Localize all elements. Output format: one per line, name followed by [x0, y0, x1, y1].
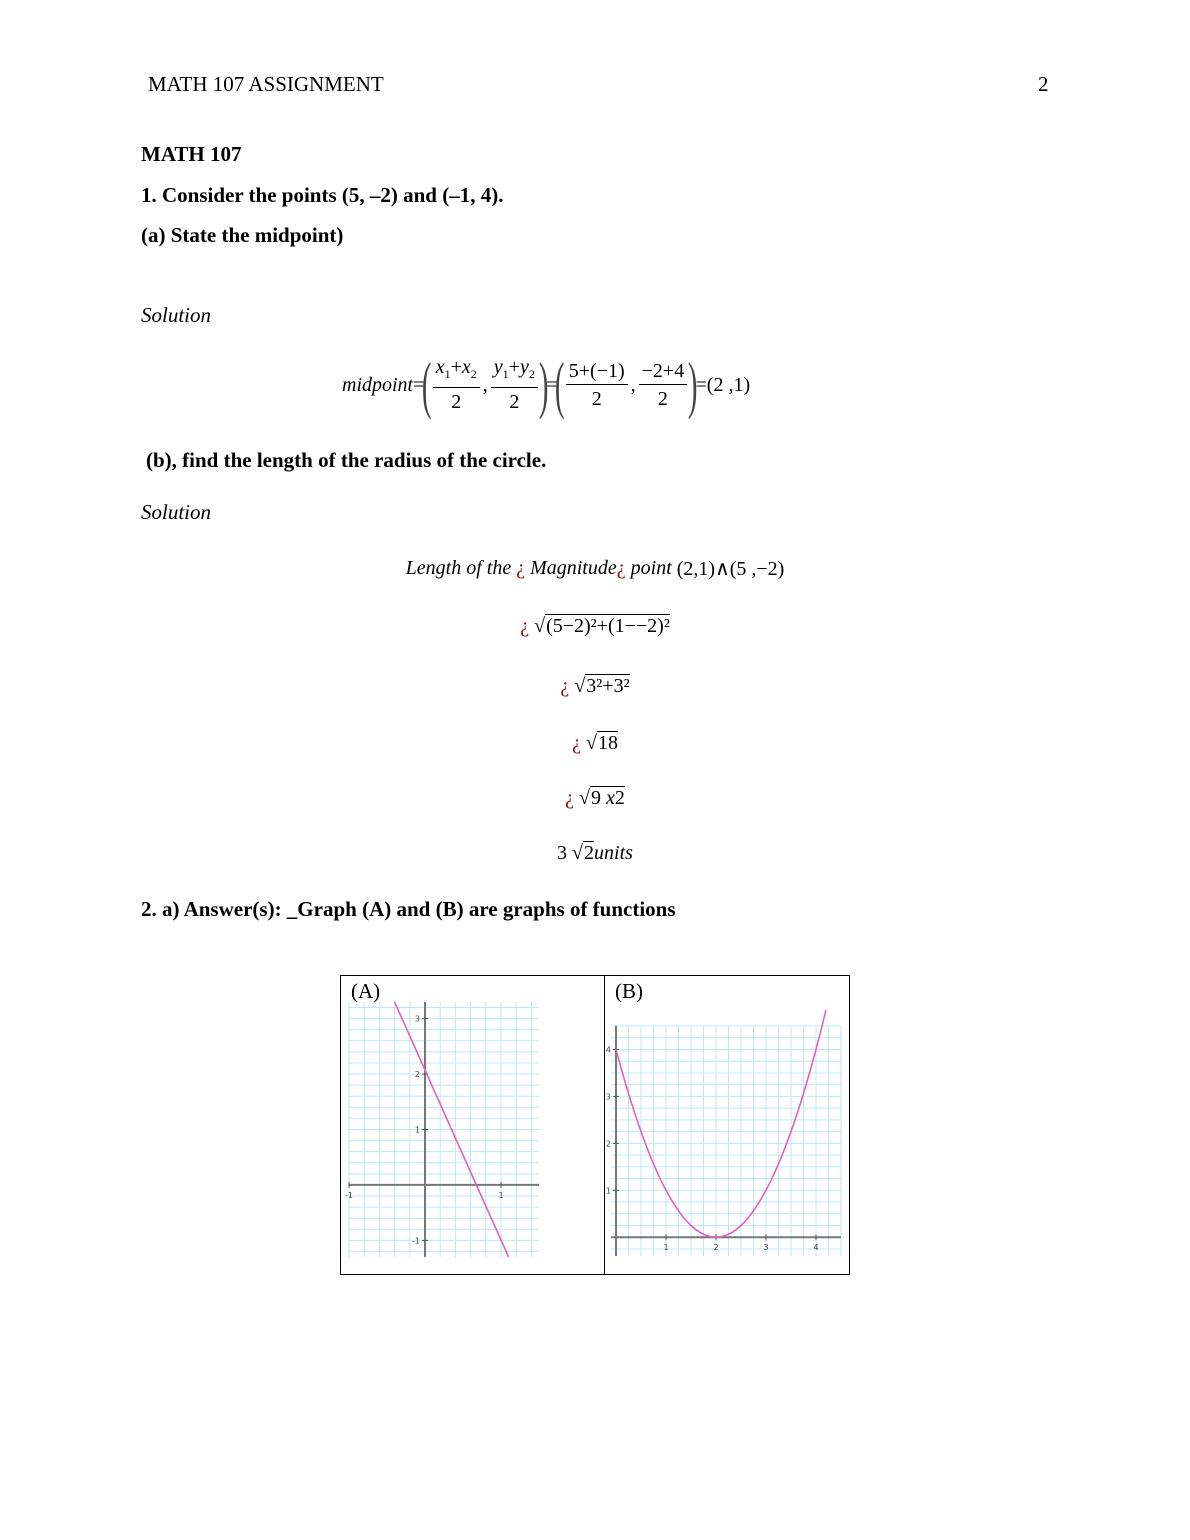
length-line-2: ¿ √ (5−2)²+(1−−2)²	[520, 614, 670, 637]
solution-label-b: Solution	[141, 500, 212, 524]
x-denominator: 2	[451, 391, 462, 413]
solution-label: Solution	[141, 303, 212, 327]
equals-sign-2: =	[546, 373, 558, 396]
question-1-prompt: 1. Consider the points (5, –2) and (–1, 4).	[141, 183, 504, 207]
length-line-4: ¿ √ 18	[572, 731, 618, 754]
x-tick-label: 1	[498, 1190, 504, 1200]
x-tick-label: -1	[345, 1190, 353, 1200]
graph-a-cell	[341, 976, 605, 1274]
comma-2: ,	[630, 373, 636, 396]
x-value-fraction	[566, 358, 628, 413]
question-1a: (a) State the midpoint)	[141, 223, 344, 247]
running-header: MATH 107 ASSIGNMENT	[148, 72, 384, 96]
graph-a-plot	[345, 1002, 539, 1257]
x-tick-label: 4	[813, 1243, 819, 1253]
y-tick-label: 4	[605, 1045, 611, 1055]
sqrt-icon: √	[574, 674, 586, 697]
left-paren: (	[422, 349, 432, 420]
graph-b-plot	[605, 1026, 841, 1256]
graph-table	[340, 975, 850, 1275]
y-value-fraction	[639, 358, 688, 413]
y-numerator: $y_1+y_2$	[491, 354, 538, 388]
question-2a-answer: 2. a) Answer(s): _Graph (A) and (B) are graphs of functions	[141, 897, 676, 921]
sqrt-icon: √	[572, 841, 584, 864]
y-value-denominator: 2	[657, 387, 668, 410]
sqrt-icon: √	[534, 614, 546, 637]
y-tick-label: 2	[605, 1139, 611, 1149]
sqrt-icon: √	[585, 731, 597, 754]
course-heading: MATH 107	[141, 142, 242, 166]
x-fraction	[433, 354, 480, 416]
graph-b-label: (B)	[615, 979, 643, 1003]
x-tick-label: 3	[763, 1243, 769, 1253]
comma: ,	[482, 373, 488, 396]
graph-b-cell	[605, 976, 849, 1274]
midpoint-equation	[342, 349, 751, 420]
equals-sign: =	[413, 373, 425, 396]
series-line	[616, 1010, 826, 1237]
x-tick-label: 2	[713, 1243, 719, 1253]
length-line-1: Length of the ¿ Magnitude ¿ point (2,1)∧(5 ,−2)	[405, 557, 785, 580]
x-tick-label: 1	[663, 1243, 669, 1253]
y-tick-label: 3	[414, 1014, 420, 1024]
y-tick-label: 3	[605, 1092, 611, 1102]
question-1b: (b), find the length of the radius of the circle.	[146, 448, 547, 472]
y-tick-label: 1	[605, 1186, 611, 1196]
right-paren: )	[538, 349, 549, 420]
y-fraction	[491, 354, 538, 416]
left-paren-2: (	[555, 349, 565, 420]
degree-inverted-question-glyph: ¿	[516, 557, 526, 579]
midpoint-result: =(2 ,1)	[695, 373, 751, 396]
length-line-5: ¿ √ 9 x2	[565, 786, 625, 809]
y-tick-label: 1	[414, 1125, 420, 1135]
length-line-3: ¿ √ 3²+3²	[560, 674, 630, 697]
y-tick-label: 2	[414, 1070, 420, 1080]
midpoint-word: midpoint	[342, 373, 414, 396]
right-paren-2: )	[688, 349, 698, 420]
x-numerator: $x_1+x_2$	[433, 354, 480, 388]
x-value-numerator: 5+(−1)	[566, 358, 628, 385]
page-number: 2	[1038, 72, 1049, 96]
y-tick-label: -1	[412, 1236, 420, 1246]
x-value-denominator: 2	[591, 387, 602, 410]
graph-a-label: (A)	[351, 979, 381, 1003]
y-value-numerator: −2+4	[639, 358, 688, 385]
y-denominator: 2	[509, 391, 520, 413]
length-line-6: 3 √ 2 units	[557, 841, 633, 864]
sqrt-icon: √	[579, 786, 590, 809]
